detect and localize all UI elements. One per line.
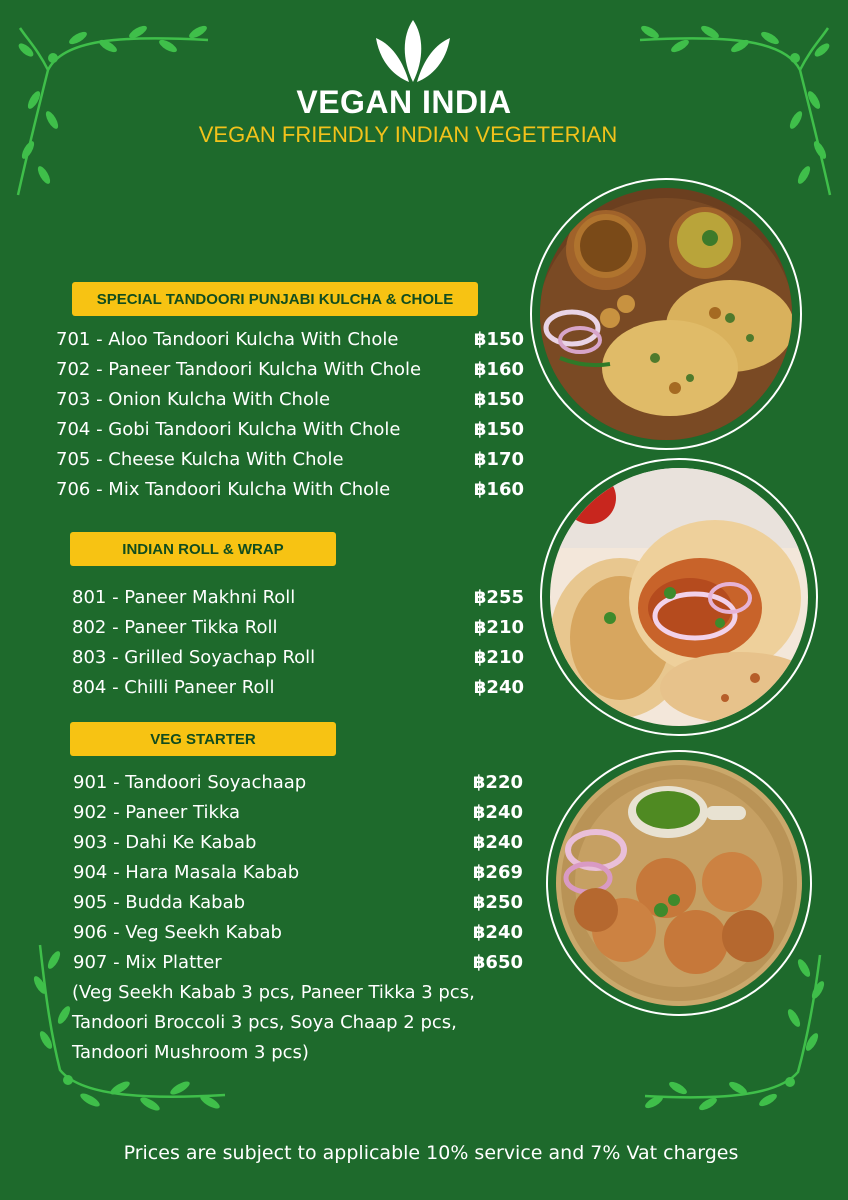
item-price: ฿255 [473, 586, 524, 608]
menu-item [73, 767, 523, 797]
item-price: ฿150 [473, 418, 524, 440]
item-name: 903 - Dahi Ke Kabab [73, 831, 257, 853]
item-name: 701 - Aloo Tandoori Kulcha With Chole [56, 328, 399, 350]
menu-item [73, 947, 523, 977]
menu-item [73, 917, 523, 947]
menu-item [73, 827, 523, 857]
menu-item [56, 474, 524, 504]
kulcha-chole-photo [540, 188, 792, 440]
item-name: 907 - Mix Platter [73, 951, 222, 973]
menu-item [56, 414, 524, 444]
item-price: ฿160 [473, 478, 524, 500]
section-title-roll: INDIAN ROLL & WRAP [70, 532, 336, 566]
item-name: 801 - Paneer Makhni Roll [72, 586, 296, 608]
service-charge-note: Prices are subject to applicable 10% service and 7% Vat charges [123, 1142, 739, 1164]
mix-platter-note: (Veg Seekh Kabab 3 pcs, Paneer Tikka 3 pcs, Tandoori Broccoli 3 pcs, Soya Chaap 2 pcs, Tandoori Mushroom 3 pcs) [72, 982, 475, 1063]
item-price: ฿240 [472, 801, 523, 823]
item-name: 904 - Hara Masala Kabab [73, 861, 300, 883]
item-price: ฿210 [473, 646, 524, 668]
item-price: ฿240 [472, 921, 523, 943]
item-price: ฿240 [472, 831, 523, 853]
menu-item [72, 582, 524, 612]
item-name: 906 - Veg Seekh Kabab [73, 921, 282, 943]
brand-title: VEGAN INDIA [296, 84, 512, 120]
veg-kabab-photo [556, 760, 802, 1006]
menu-item [73, 797, 523, 827]
item-name: 703 - Onion Kulcha With Chole [56, 388, 331, 410]
item-name: 905 - Budda Kabab [73, 891, 246, 913]
brand-subtitle: VEGAN FRIENDLY INDIAN VEGETERIAN [198, 122, 618, 147]
menu-item [73, 887, 523, 917]
menu-item [56, 444, 524, 474]
item-price: ฿160 [473, 358, 524, 380]
paneer-roll-photo [550, 468, 808, 726]
item-price: ฿220 [472, 771, 523, 793]
item-price: ฿650 [472, 951, 523, 973]
item-name: 706 - Mix Tandoori Kulcha With Chole [56, 478, 391, 500]
item-price: ฿240 [473, 676, 524, 698]
item-price: ฿150 [473, 328, 524, 350]
section-title-starter: VEG STARTER [70, 722, 336, 756]
menu-item [56, 324, 524, 354]
item-name: 803 - Grilled Soyachap Roll [72, 646, 316, 668]
menu-item [72, 612, 524, 642]
item-name: 804 - Chilli Paneer Roll [72, 676, 275, 698]
item-price: ฿210 [473, 616, 524, 638]
item-price: ฿250 [472, 891, 523, 913]
menu-item [72, 672, 524, 702]
item-name: 704 - Gobi Tandoori Kulcha With Chole [56, 418, 401, 440]
item-price: ฿150 [473, 388, 524, 410]
section-title-kulcha: SPECIAL TANDOORI PUNJABI KULCHA & CHOLE [72, 282, 478, 316]
menu-item [56, 354, 524, 384]
item-name: 705 - Cheese Kulcha With Chole [56, 448, 344, 470]
menu-item [72, 642, 524, 672]
item-name: 901 - Tandoori Soyachaap [73, 771, 307, 793]
item-price: ฿269 [472, 861, 523, 883]
item-price: ฿170 [473, 448, 524, 470]
menu-item [56, 384, 524, 414]
lotus-leaf-icon [372, 18, 454, 84]
item-name: 902 - Paneer Tikka [73, 801, 241, 823]
item-name: 702 - Paneer Tandoori Kulcha With Chole [56, 358, 422, 380]
item-name: 802 - Paneer Tikka Roll [72, 616, 278, 638]
menu-item [73, 857, 523, 887]
